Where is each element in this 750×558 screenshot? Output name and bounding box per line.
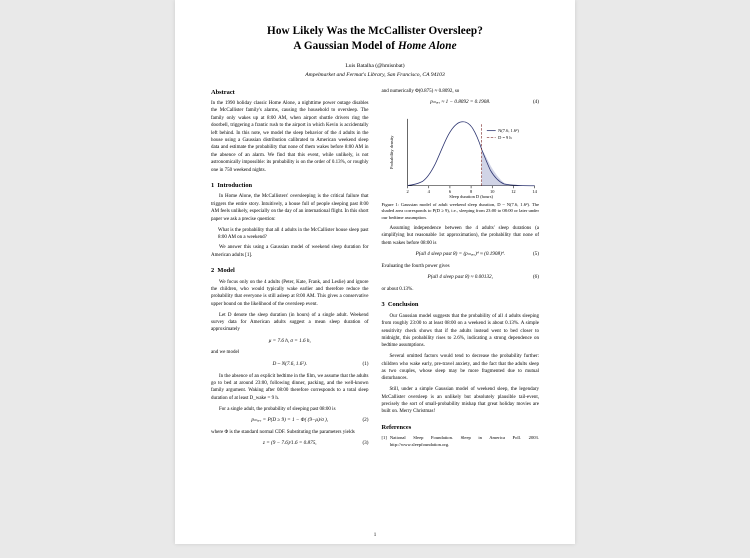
reference-marker: [1] [381,435,387,441]
section-3-para-3: Still, under a simple Gaussian model of weekend sleep, the legendary McCallister oversleep is an unlikely but absolutely plausible tail-event, precisely the sort of small-probability mishap that great holiday movies are built on. Merry Christmas! [381,387,539,415]
equation-6: P(all 4 sleep past 8) ≈ 0.00132, (6) [427,274,539,281]
references-heading: References [381,423,412,431]
svg-text:2: 2 [405,188,409,194]
section-2-para-1: We focus only on the 4 adults (Peter, Kate, Frank, and Leslie) and ignore the children, who would typically wake earlier and therefore reduce the probability that everyone is still asleep at 8:00 AM. This gives a conservative upper bound on the likelihood of the oversleep event. [211,279,369,307]
equation-4: pₘₒᵣₑ ≈ 1 − 0.8092 = 0.1908. (4) [430,99,539,105]
affiliation-line: Ampelmarket and Fermat's Library, San Francisco, CA 94103 [305,71,445,78]
svg-text:Sleep duration D (hours): Sleep duration D (hours) [448,193,493,199]
figure-1-caption: Figure 1: Gaussian model of adult weekend sleep duration, D ~ N(7.6, 1.6²). The shaded area corresponds to P(D ≥ 9), i.e., sleeping from 23:00 to 08:00 or later under our bedtime assumption. [381,201,539,220]
gaussian-plot-svg [382,111,540,199]
equation-2-number: (2) [362,417,369,423]
abstract-text: In the 1990 holiday classic Home Alone, a nighttime power outage disables the McCallister family's alarms, causing the household to oversleep. The family only wakes up at 8:00 AM, when airport shuttle drivers ring the doorbell, triggering a frantic rush to the airport in which Kevin is accidentally left behind. In this note, we model the sleep behavior of the 4 adults in the house using a Gaussian distribution calibrated to American weekend sleep data and estimate the probability that none of them wakes before 8:00 AM in the absence of an alarm. We find that this event, while unlikely, is not astronomically impossible: its probability is on the order of 0.13%, or roughly one in 750 weekend nights. [211,101,369,173]
references-list [382,435,540,448]
section-1-para-2: We answer this using a Gaussian model of weekend sleep duration for American adults [1]. [211,245,369,258]
section-3-heading: 3 Conclusion [381,301,419,309]
section-2-para-4: In the absence of an explicit bedtime in the film, we assume that the adults go to bed at around 23:00, following dinner, packing, and the well-known family argument. Waking after 08:00 therefore corresponds to a total sleep duration of at least D_wake = 9 h. [211,373,369,401]
fourth-power-para: Evaluating the fourth power gives [381,263,450,269]
svg-text:12: 12 [510,188,516,194]
section-1-para-1: In Home Alone, the McCallisters' oversleeping is the critical failure that triggers the entire story. Intuitively, a house full of people sleeping past 8:00 AM feels unlikely, especially on the day of an international flight. In this short paper we ask a precise question: [211,194,369,222]
figure-1-legend [486,128,519,140]
svg-text:8: 8 [469,188,472,194]
svg-text:14: 14 [531,188,537,194]
equation-3-number: (3) [362,440,369,447]
svg-text:N(7.6, 1.6²): N(7.6, 1.6²) [497,127,519,133]
abstract-heading: Abstract [211,88,235,96]
svg-text:4: 4 [427,188,430,194]
equation-2: pₘₒᵣₑ = P(D ≥ 9) = 1 − Φ( (9−μ)/σ ), (2) [251,417,369,423]
paper-page [175,0,575,544]
equation-1: D ~ N(7.6, 1.6²). (1) [272,360,369,367]
equation-6-number: (6) [532,274,539,281]
section-1-heading: 1 Introduction [211,181,253,189]
svg-text:Probability density: Probability density [388,135,394,169]
svg-text:10: 10 [489,188,494,194]
section-2-heading: 2 Model [211,267,235,275]
section-2-para-7: and numerically Φ(0.875) ≈ 0.8092, so [381,88,460,94]
figure-1 [382,111,540,221]
equation-5-number: (5) [532,251,539,258]
svg-text:6: 6 [448,188,451,194]
right-col-independence-para: Assuming independence between the 4 adults' sleep durations (a simplifying but reasonable 1st approximation), the probability that none of them wakes before 08:00 is [381,225,539,246]
body-columns [211,88,539,558]
title-line-1: How Likely Was the McCallister Oversleep? [267,25,483,37]
equation-5: P(all 4 sleep past 8) = (pₘₒᵣₑ)⁴ ≈ (0.1908)⁴. (5) [415,251,539,258]
equation-4-number: (4) [532,99,539,105]
figure-1-plot [382,111,540,199]
reference-item [382,435,540,448]
section-1-quote: What is the probability that all 4 adults in the McCallister house sleep past 8:00 AM on a weekend? [218,227,369,240]
page-inner [175,0,575,544]
reference-text: National Sleep Foundation. Sleep in America Poll. 2003. http://www.sleepfoundation.org. [389,435,539,447]
section-3-para-2: Several omitted factors would tend to decrease the probability further: children who wake early, pre-travel anxiety, and the fact that the adults sleep as two couples, whose sleep may be more fragmented due to mutual disturbances. [381,354,539,382]
section-3-para-1: Our Gaussian model suggests that the probability of all 4 adults sleeping from roughly 23:00 to at least 08:00 on a weekend is about 0.13%. A simple sensitivity check shows that if the adults instead went to bed closer to midnight, this probability rises to 2.6%, indicating a strong dependence on bedtime assumptions. [381,313,539,349]
equation-mu-sigma: μ = 7.6 h, σ = 1.6 h, [268,337,311,344]
author-line: Luis Batalha (@hmisnbat) [345,63,405,70]
section-2-para-5: For a single adult, the probability of sleeping past 08:00 is [219,406,336,412]
title-italic-home-alone: Home Alone [397,40,457,53]
section-2-para-6: where Φ is the standard normal CDF. Substituting the parameters yields [211,429,355,435]
svg-text:D = 9 h: D = 9 h [497,134,512,140]
section-2-para-3: and we model [211,350,240,356]
after-equation-6-text: or about 0.13%. [381,286,414,292]
section-2-para-2: Let D denote the sleep duration (in hours) of a single adult. Weekend survey data for American adults suggest a mean sleep duration of approximately [211,312,369,333]
title-line-2: A Gaussian Model of Home Alone [293,40,457,53]
equation-1-number: (1) [362,360,369,367]
page-number: 1 [373,533,377,538]
page-title [211,24,539,54]
equation-3: z = (9 − 7.6)/1.6 = 0.875, (3) [262,440,369,447]
